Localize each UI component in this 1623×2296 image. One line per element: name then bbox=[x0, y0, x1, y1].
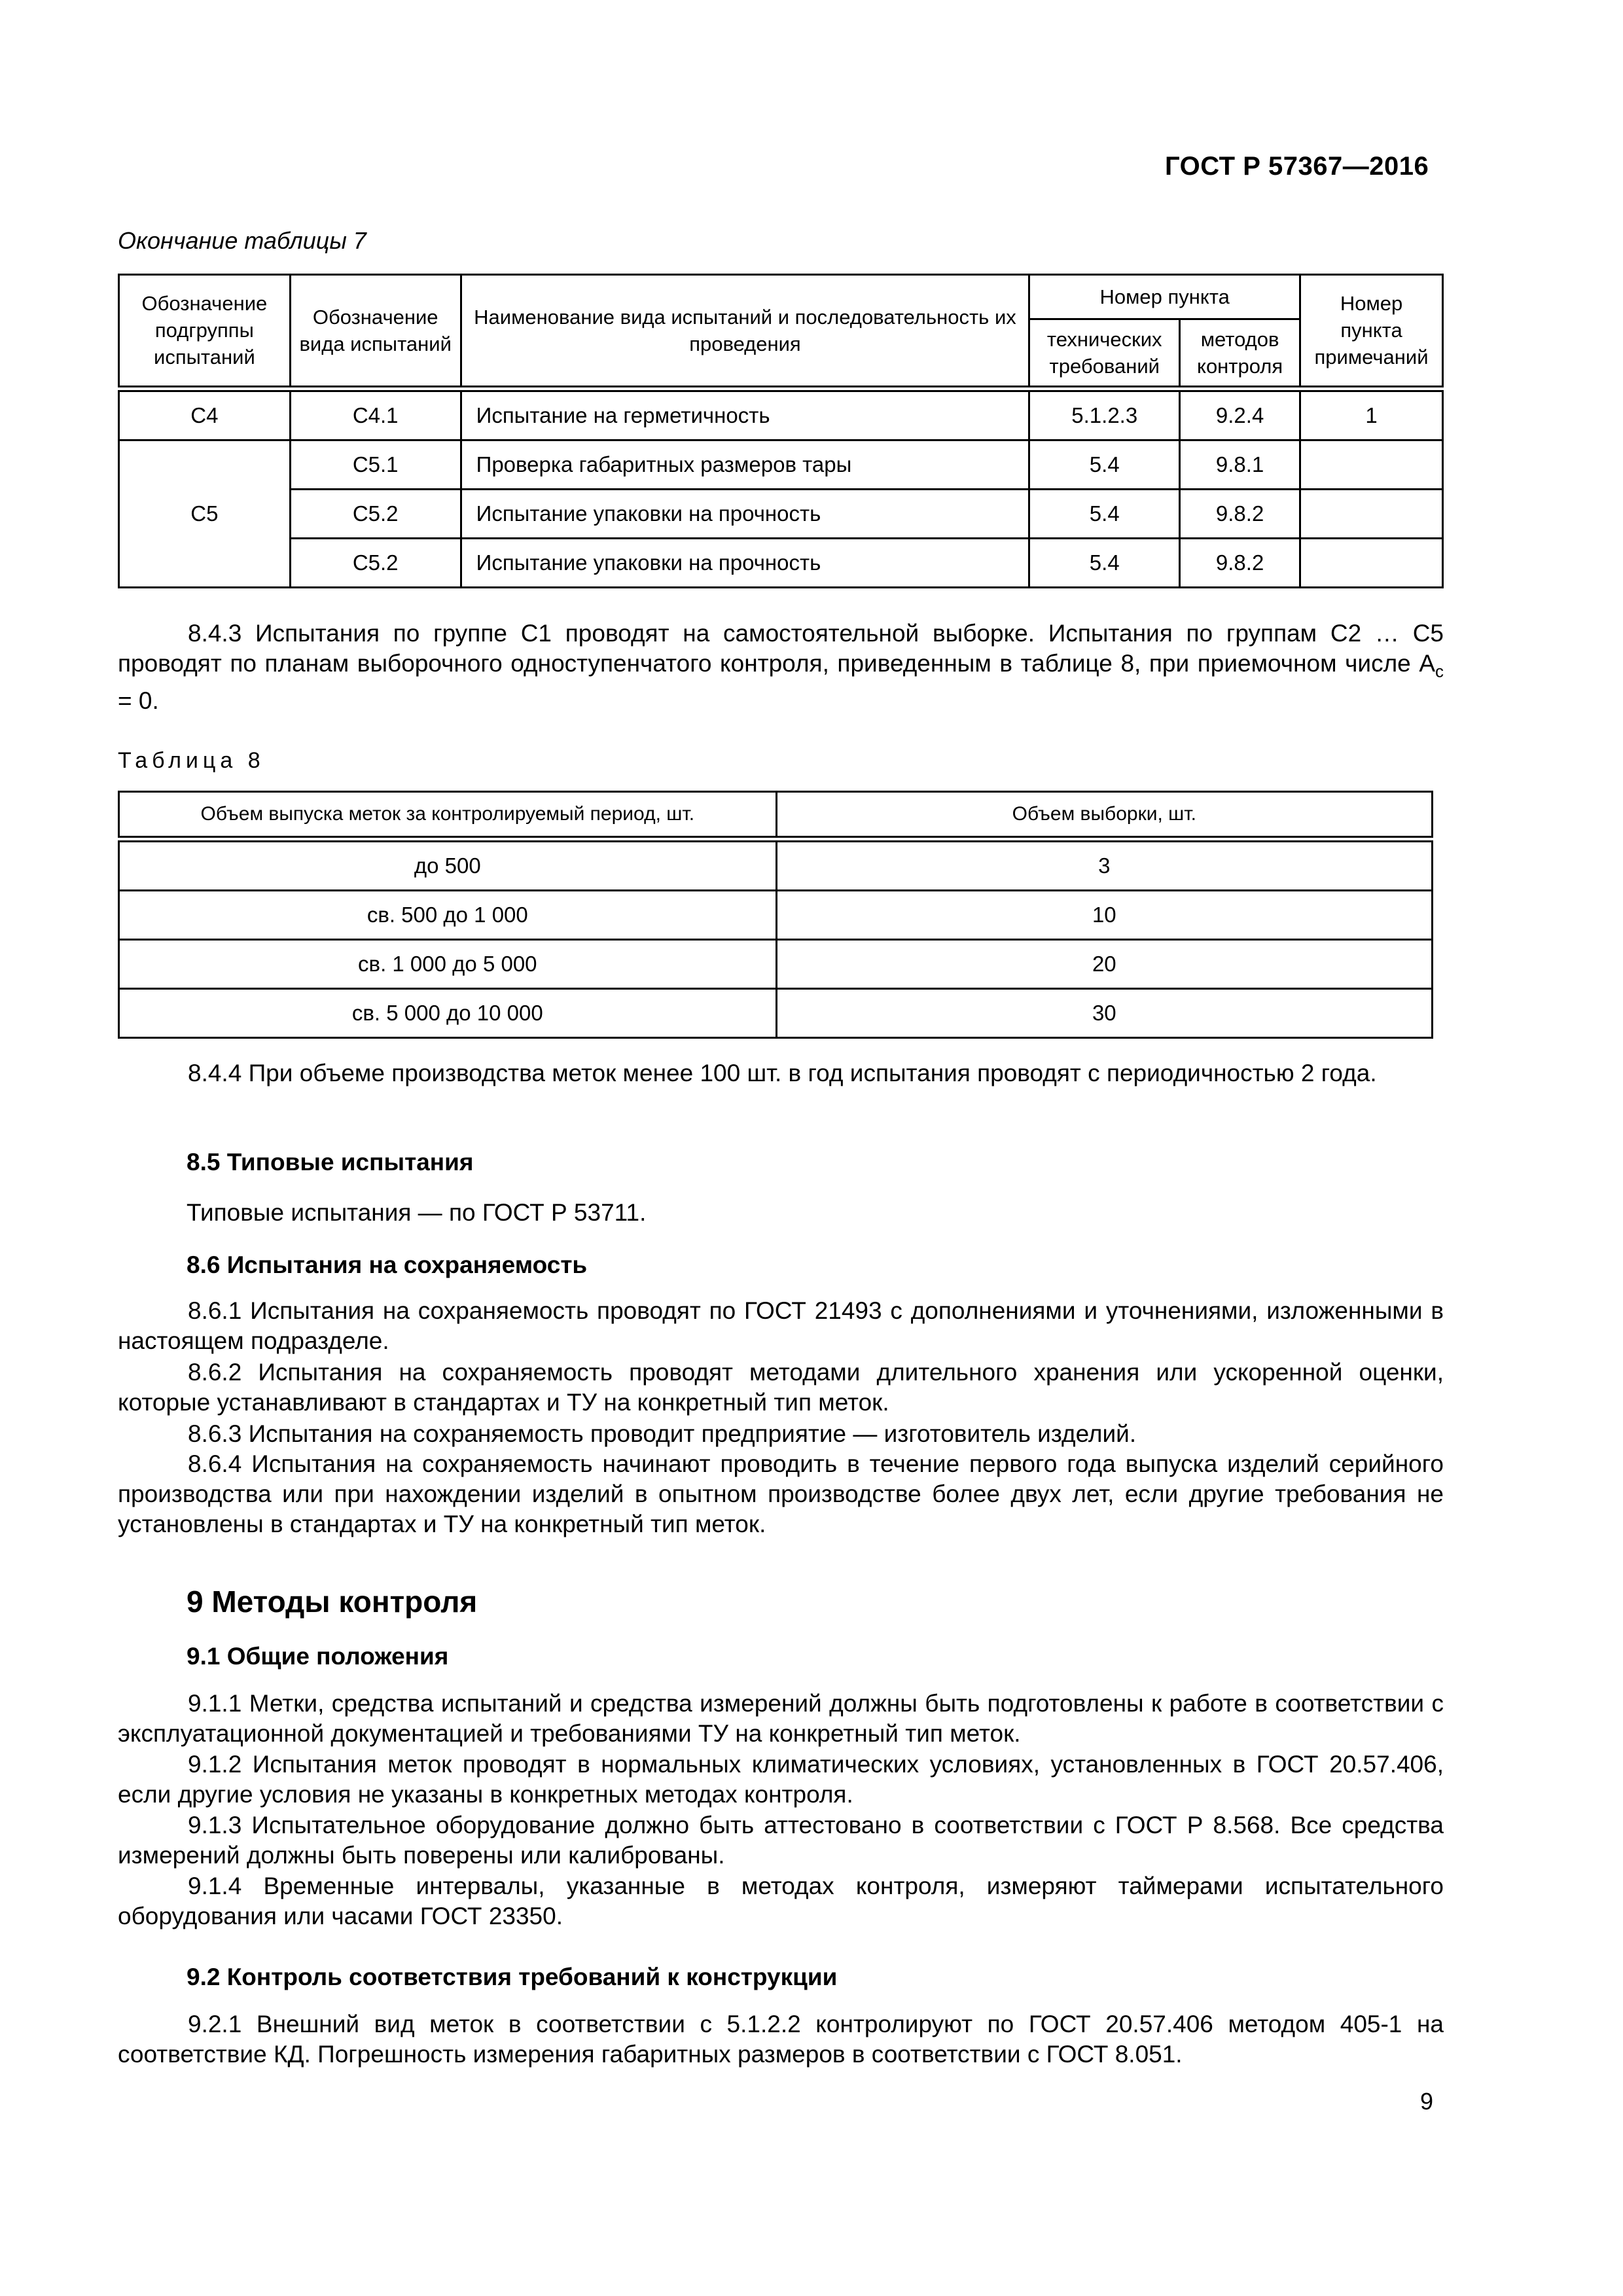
paragraph-8-6-2: 8.6.2 Испытания на сохраняемость проводят методами длительного хранения или ускоренной оценки, которые устанавливают в стандартах и ТУ на конкретный тип меток. bbox=[118, 1359, 1444, 1416]
header-release-volume: Объем выпуска меток за контролируемый период, шт. bbox=[119, 792, 777, 840]
section-heading-8-6: 8.6 Испытания на сохраняемость bbox=[187, 1251, 588, 1278]
paragraph-8-6-3: 8.6.3 Испытания на сохраняемость проводит предприятие — изготовитель изделий. bbox=[188, 1420, 1137, 1447]
cell-code: С5.2 bbox=[290, 538, 461, 587]
section-heading-9-2: 9.2 Контроль соответствия требований к конструкции bbox=[187, 1964, 838, 1990]
cell-sample: 3 bbox=[776, 839, 1432, 891]
cell-method: 9.8.2 bbox=[1180, 538, 1300, 587]
header-note-clause: Номер пункта примечаний bbox=[1300, 275, 1443, 389]
table-row bbox=[119, 389, 1443, 440]
paragraph-8-4-4: 8.4.4 При объеме производства меток менее 100 шт. в год испытания проводят с периодичностью 2 года. bbox=[188, 1060, 1377, 1086]
table-row bbox=[119, 891, 1433, 940]
cell-note bbox=[1300, 489, 1443, 538]
table-row bbox=[119, 538, 1443, 587]
cell-subgroup: С5 bbox=[119, 440, 291, 587]
paragraph-8-5: Типовые испытания — по ГОСТ Р 53711. bbox=[187, 1199, 647, 1226]
cell-sample: 10 bbox=[776, 891, 1432, 940]
section-heading-9-1: 9.1 Общие положения bbox=[187, 1643, 449, 1670]
paragraph-9-2-1: 9.2.1 Внешний вид меток в соответствии с 5.1.2.2 контролируют по ГОСТ 20.57.406 методом 405-1 на соответствие КД. Погрешность измерения габаритных размеров в соответствии с ГОСТ 8.051. bbox=[118, 2011, 1444, 2068]
cell-volume: св. 5 000 до 10 000 bbox=[119, 989, 777, 1038]
table-row bbox=[119, 440, 1443, 489]
cell-note bbox=[1300, 538, 1443, 587]
cell-tech: 5.4 bbox=[1029, 440, 1180, 489]
paragraph-9-1-2: 9.1.2 Испытания меток проводят в нормальных климатических условиях, установленных в ГОСТ 20.57.406, если другие условия не указаны в конкретных методах контроля. bbox=[118, 1751, 1444, 1808]
header-control-methods: методов контроля bbox=[1180, 319, 1300, 389]
cell-sample: 30 bbox=[776, 989, 1432, 1038]
table-row bbox=[119, 940, 1433, 989]
table8-label: Таблица 8 bbox=[118, 748, 265, 773]
table-8 bbox=[118, 791, 1433, 1039]
cell-tech: 5.4 bbox=[1029, 489, 1180, 538]
paragraph-9-1-3: 9.1.3 Испытательное оборудование должно быть аттестовано в соответствии с ГОСТ Р 8.568. Все средства измерений должны быть поверены или калиброваны. bbox=[118, 1812, 1444, 1869]
cell-code: С4.1 bbox=[290, 389, 461, 440]
header-sample-size: Объем выборки, шт. bbox=[776, 792, 1432, 840]
table-row bbox=[119, 989, 1433, 1038]
table7-continuation-caption: Окончание таблицы 7 bbox=[118, 227, 366, 254]
cell-name: Испытание упаковки на прочность bbox=[461, 538, 1029, 587]
header-tech-requirements: технических требований bbox=[1029, 319, 1180, 389]
cell-name: Испытание на герметичность bbox=[461, 389, 1029, 440]
cell-note bbox=[1300, 440, 1443, 489]
cell-method: 9.2.4 bbox=[1180, 389, 1300, 440]
cell-tech: 5.4 bbox=[1029, 538, 1180, 587]
paragraph-9-1-4: 9.1.4 Временные интервалы, указанные в методах контроля, измеряют таймерами испытательного оборудования или часами ГОСТ 23350. bbox=[118, 1873, 1444, 1929]
paragraph-9-1-1: 9.1.1 Метки, средства испытаний и средства измерений должны быть подготовлены к работе в соответствии с эксплуатационной документацией и требованиями ТУ на конкретный тип меток. bbox=[118, 1690, 1444, 1747]
cell-name: Проверка габаритных размеров тары bbox=[461, 440, 1029, 489]
cell-volume: до 500 bbox=[119, 839, 777, 891]
paragraph-8-4-3 bbox=[118, 619, 1444, 716]
table-row bbox=[119, 489, 1443, 538]
cell-code: С5.1 bbox=[290, 440, 461, 489]
paragraph-8-6-4: 8.6.4 Испытания на сохраняемость начинают проводить в течение первого года выпуска изделий серийного производства или при нахождении изделий в опытном производстве более двух лет, если другие требования не установлены в стандартах и ТУ на конкретный тип меток. bbox=[118, 1450, 1444, 1537]
cell-method: 9.8.2 bbox=[1180, 489, 1300, 538]
section-heading-9: 9 Методы контроля bbox=[187, 1585, 478, 1619]
header-clause-number: Номер пункта bbox=[1029, 275, 1300, 319]
header-test-type: Обозначение вида испытаний bbox=[290, 275, 461, 389]
cell-name: Испытание упаковки на прочность bbox=[461, 489, 1029, 538]
table-row bbox=[119, 839, 1433, 891]
cell-volume: св. 500 до 1 000 bbox=[119, 891, 777, 940]
paragraph-text: 8.4.3 Испытания по группе С1 проводят на самостоятельной выборке. Испытания по группам С2 … С5 проводят по планам выборочного одноступенчатого контроля, приведенным в таблице 8, при приемочном числе A bbox=[118, 620, 1444, 677]
section-heading-8-5: 8.5 Типовые испытания bbox=[187, 1149, 474, 1175]
header-subgroup: Обозначение подгруппы испытаний bbox=[119, 275, 291, 389]
paragraph-text-end: = 0. bbox=[118, 687, 159, 715]
header-test-name: Наименование вида испытаний и последовательность их проведения bbox=[461, 275, 1029, 389]
cell-subgroup: С4 bbox=[119, 389, 291, 440]
cell-tech: 5.1.2.3 bbox=[1029, 389, 1180, 440]
document-code: ГОСТ Р 57367—2016 bbox=[1165, 152, 1429, 181]
paragraph-8-6-1: 8.6.1 Испытания на сохраняемость проводят по ГОСТ 21493 с дополнениями и уточнениями, изложенными в настоящем подразделе. bbox=[118, 1297, 1444, 1354]
cell-note: 1 bbox=[1300, 389, 1443, 440]
cell-method: 9.8.1 bbox=[1180, 440, 1300, 489]
table-7 bbox=[118, 274, 1444, 588]
page-number: 9 bbox=[1420, 2088, 1434, 2115]
cell-volume: св. 1 000 до 5 000 bbox=[119, 940, 777, 989]
cell-code: С5.2 bbox=[290, 489, 461, 538]
subscript-c: c bbox=[1435, 661, 1444, 681]
cell-sample: 20 bbox=[776, 940, 1432, 989]
